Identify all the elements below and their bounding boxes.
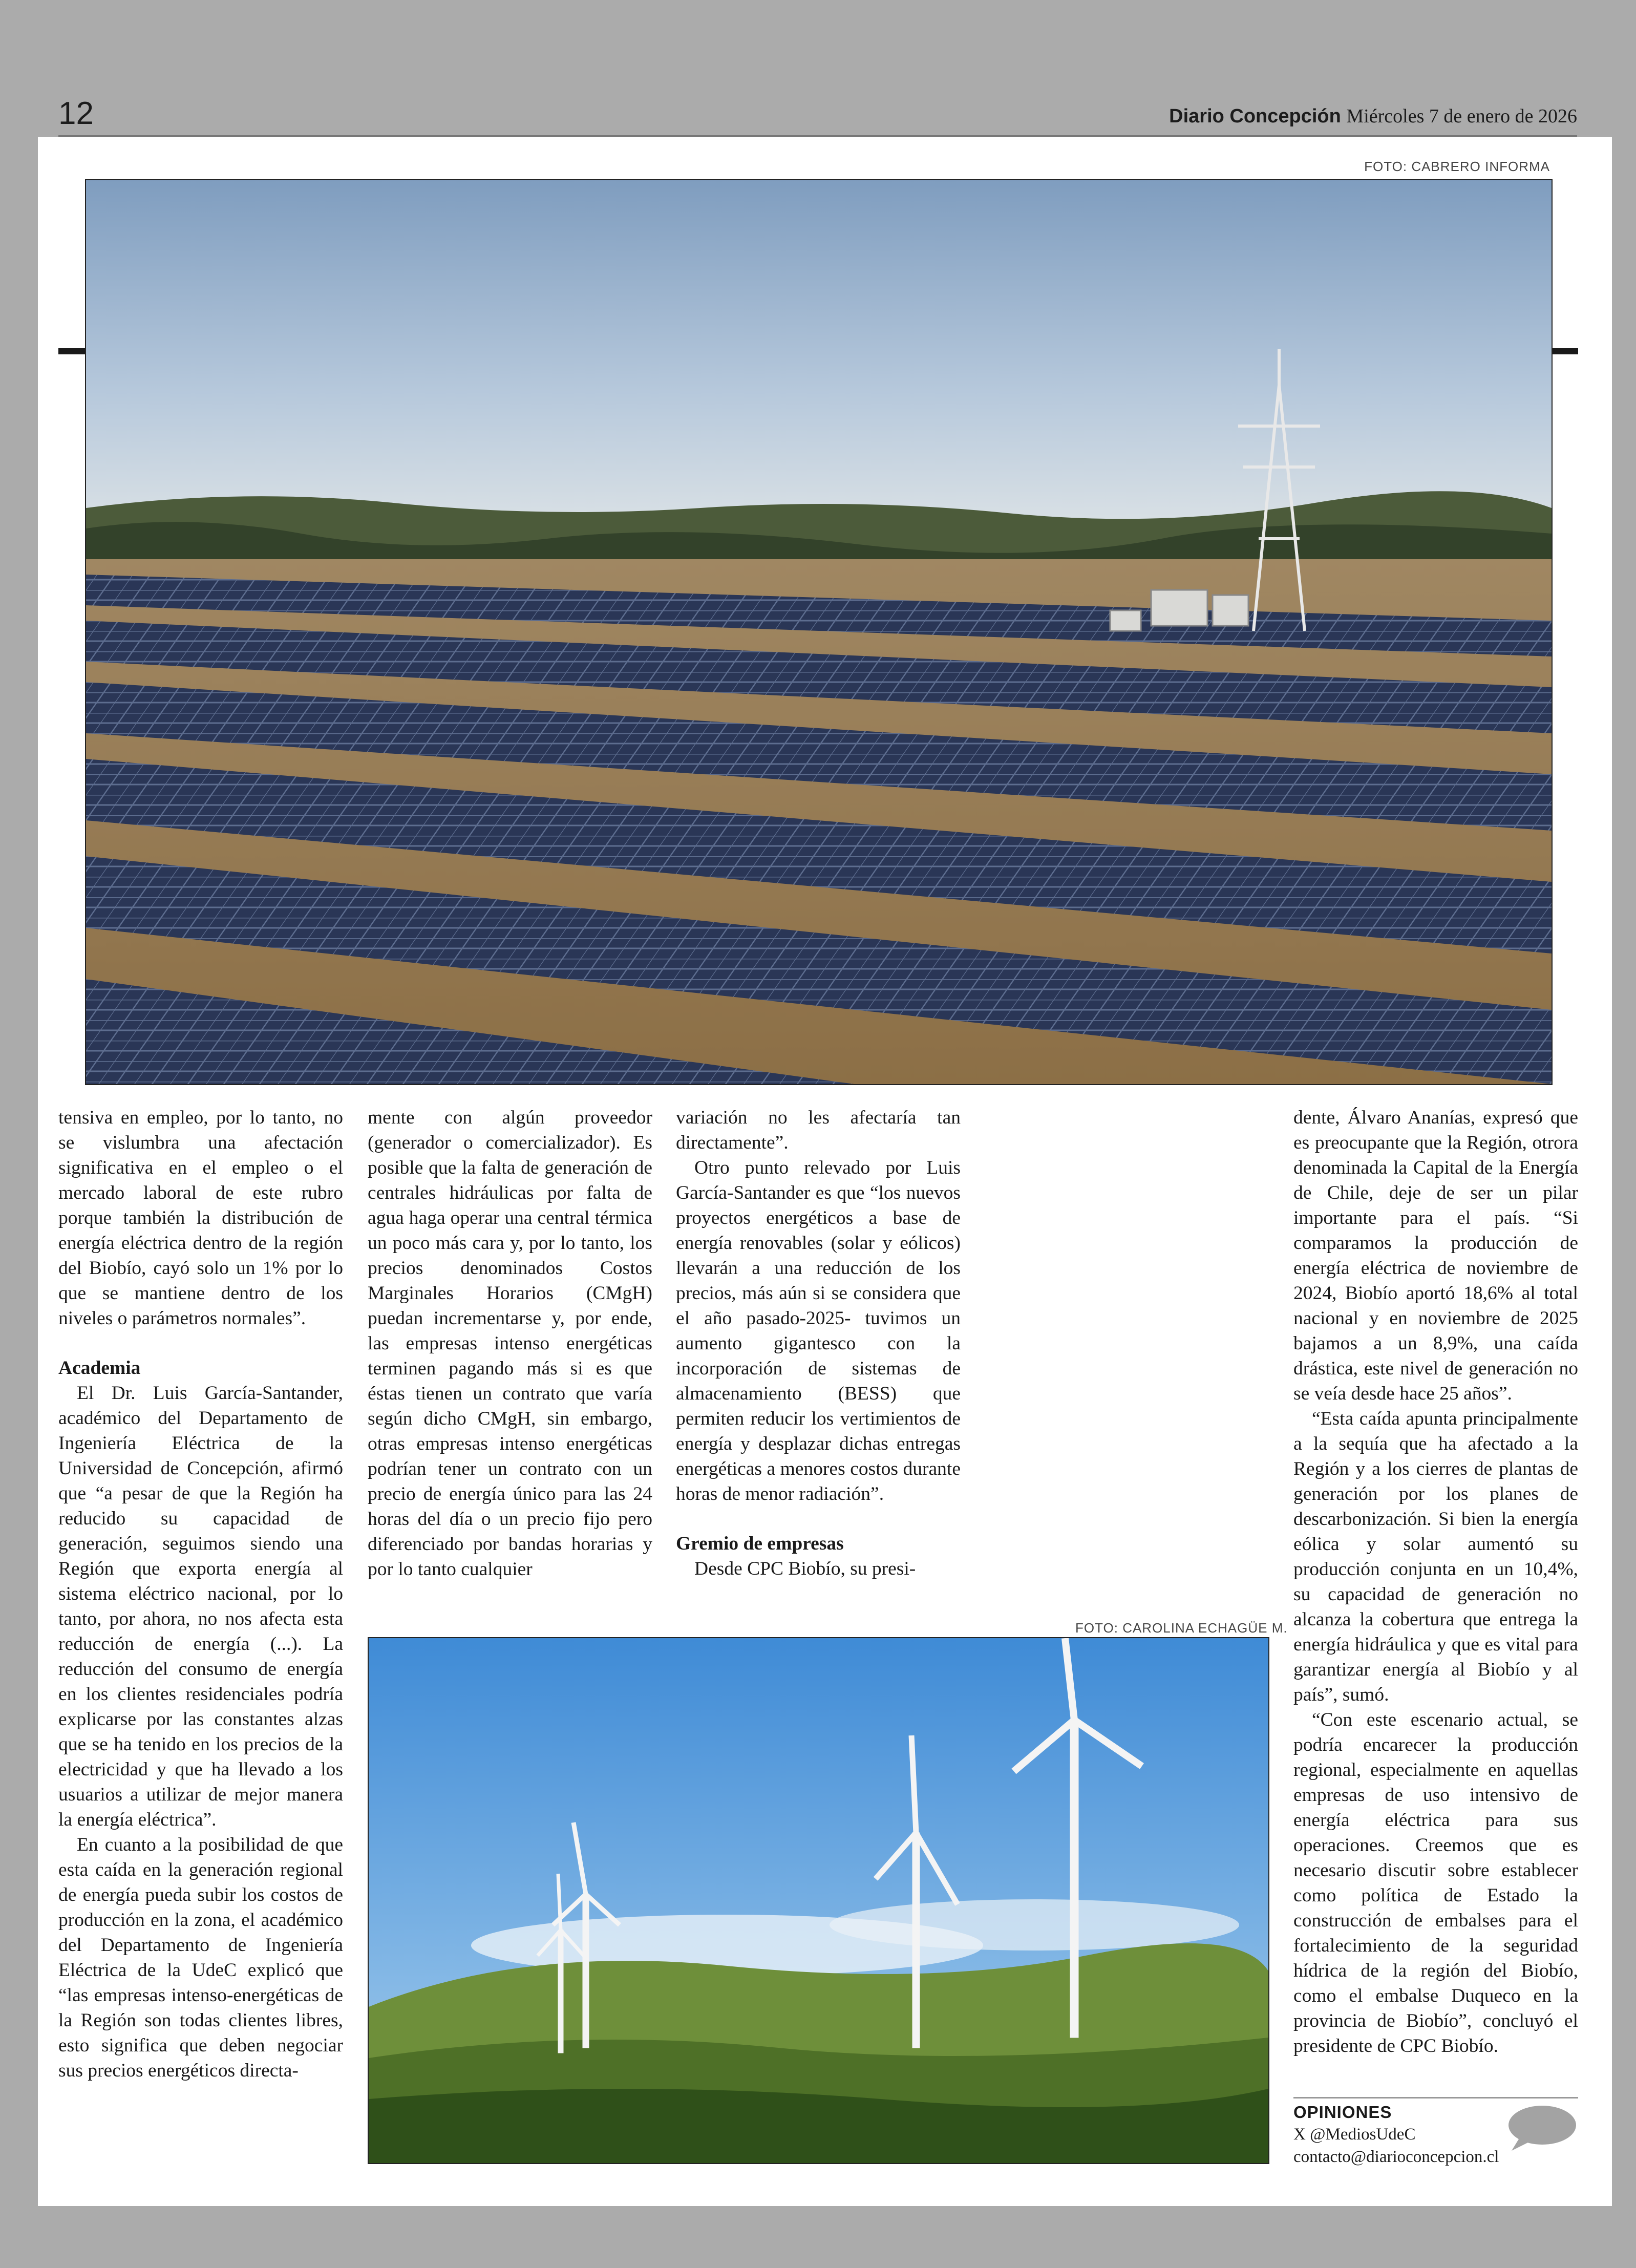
paragraph: variación no les afectaría tan directamente”. (676, 1107, 961, 1153)
newspaper-name: Diario Concepción (1169, 105, 1341, 127)
photo-credit-bottom: FOTO: CAROLINA ECHAGÜE M. (1075, 1620, 1288, 1636)
page-number: 12 (58, 96, 94, 131)
paragraph: tensiva en empleo, por lo tanto, no se vislumbra una afectación significativa en el empleo o el mercado laboral de este rubro porque también la distribución de energía eléctrica dentro de la región del Biobío, cayó solo un 1% por lo que se mantiene dentro de los niveles o parámetros normales”. (58, 1107, 343, 1329)
paragraph: mente con algún proveedor (generador o comercializador). Es posible que la falta de generación de centrales hidráulicas por falta de agua haga operar una central térmica un poco más cara y, por lo tanto, los precios denominados Costos Marginales Horarios (CMgH) puedan incrementarse y, por ende, las empresas intenso energéticas terminen pagando más si es que éstas tienen un contrato que varía según dicho CMgH, sin embargo, otras empresas intenso energéticas podrían tener un contrato con un precio de energía único para las 24 horas del día o un precio fijo pero diferenciado por bandas horarias y por lo tanto cualquier (368, 1107, 652, 1580)
article-column-3 (676, 1105, 961, 1581)
opinion-email: contacto@diarioconcepcion.cl (1293, 2148, 1499, 2166)
header-rule (58, 135, 1577, 137)
opinion-rule (1293, 2097, 1578, 2099)
paragraph: dente, Álvaro Ananías, expresó que es preocupante que la Región, otrora denominada la Capital de la Energía de Chile, deje de ser un pilar importante para el país. “Si comparamos la producción de energía eléctrica de noviembre de 2024, Biobío aportó 18,6% al total nacional y en noviembre de 2025 bajamos a un 8,9%, una caída drástica, este nivel de generación no se veía desde hace 25 años”. (1293, 1107, 1578, 1404)
paragraph: En cuanto a la posibilidad de que esta caída en la generación regional de energía pueda subir los costos de producción en la zona, el académico del Departamento de Ingeniería Eléctrica de la UdeC explicó que “las empresas intenso-energéticas de la Región son todas clientes libres, esto significa que deben negociar sus precios energéticos directa- (58, 1834, 343, 2081)
article-column-2 (368, 1105, 652, 1582)
speech-bubble-icon (1504, 2104, 1577, 2153)
solar-farm-image (86, 180, 1552, 1084)
issue-date: Miércoles 7 de enero de 2026 (1346, 105, 1577, 127)
masthead (1169, 105, 1577, 128)
paragraph: “Con este escenario actual, se podría encarecer la producción regional, especialmente en aquellas empresas de uso intensivo de energía eléctrica para sus operaciones. Creemos que es necesario discutir sobre establecer como política de Estado la construcción de embalses para el fortalecimiento de la seguridad hídrica de la región del Biobío, como el embalse Duqueco en la provincia de Biobío”, concluyó el presidente de CPC Biobío. (1293, 1709, 1578, 2057)
paragraph: “Esta caída apunta principalmente a la sequía que ha afectado a la Región y a los cierres de plantas de generación por los planes de descarbonización. Si bien la energía eólica y solar aumentó su producción conjunta en un 10,4%, su capacidad de generación no alcanza la cobertura que entrega la energía hidráulica y que es vital para garantizar energía al Biobío y al país”, sumó. (1293, 1408, 1578, 1705)
paragraph: Otro punto relevado por Luis García-Santander es que “los nuevos proyectos energéticos a base de energía renovables (solar y eólicos) llevarán a una reducción de los precios, más aún si se considera que el año pasado-2025- tuvimos un aumento gigantesco con la incorporación de sistemas de almacenamiento (BESS) que permiten reducir los vertimientos de energía y desplazar dichas entregas energéticas a menores costos durante horas de menor radiación”. (676, 1157, 961, 1504)
wind-turbines-image (369, 1638, 1268, 2163)
section-rule-left (58, 348, 85, 354)
photo-credit-top: FOTO: CABRERO INFORMA (1364, 159, 1550, 174)
section-heading-academia: Academia (58, 1358, 141, 1379)
opinion-title: OPINIONES (1293, 2103, 1392, 2122)
opinion-twitter-handle: X @MediosUdeC (1293, 2125, 1416, 2144)
solar-farm-photo (85, 179, 1553, 1085)
section-rule-right (1552, 348, 1578, 354)
article-column-1 (58, 1105, 343, 2083)
section-heading-gremio: Gremio de empresas (676, 1533, 844, 1554)
paragraph: Desde CPC Biobío, su presi- (694, 1558, 916, 1579)
paragraph: El Dr. Luis García-Santander, académico del Departamento de Ingeniería Eléctrica de la Universidad de Concepción, afirmó que “a pesar de que la Región ha reducido su capacidad de generación, seguimos siendo una Región que exporta energía al sistema eléctrico nacional, por lo tanto, por ahora, no nos afecta esta reducción de energía (...). La reducción del consumo de energía en los clientes residenciales podría explicarse por las constantes alzas que se ha tenido en los precios de la electricidad y que ha llevado a los usuarios a utilizar de mejor manera la energía eléctrica”. (58, 1383, 343, 1830)
article-column-4 (1293, 1105, 1578, 2059)
wind-turbines-photo (368, 1637, 1269, 2164)
